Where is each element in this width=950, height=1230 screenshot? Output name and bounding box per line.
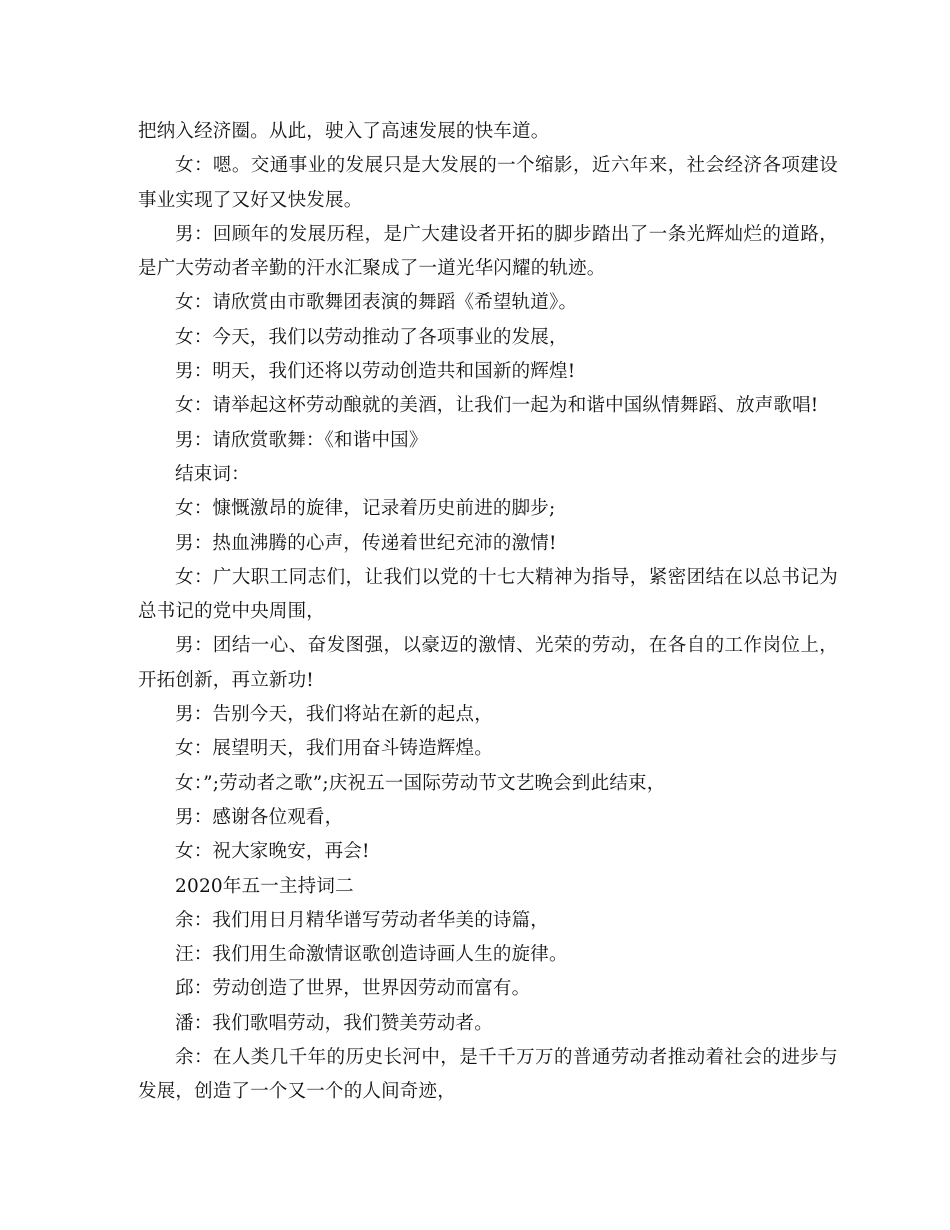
paragraph: 男：团结一心、奋发图强，以豪迈的激情、光荣的劳动，在各自的工作岗位上，开拓创新，再立新功! [138,635,838,691]
paragraph: 汪：我们用生命激情讴歌创造诗画人生的旋律。 [175,944,568,966]
paragraph: 男：明天，我们还将以劳动创造共和国新的辉煌! [175,361,576,383]
paragraph: 女：请欣赏由市歌舞团表演的舞蹈《希望轨道》。 [175,292,578,314]
paragraph: 女：嗯。交通事业的发展只是大发展的一个缩影，近六年来，社会经济各项建设事业实现了又好又快发展。 [138,155,838,211]
paragraph: 男：告别今天，我们将站在新的起点， [175,704,493,726]
paragraph: 男：热血沸腾的心声，传递着世纪充沛的激情! [175,532,557,554]
paragraph: 把纳入经济圈。从此，驶入了高速发展的快车道。 [138,121,550,142]
paragraph: 女：慷慨激昂的旋律，记录着历史前进的脚步; [175,498,556,520]
paragraph: 余：在人类几千年的历史长河中，是千千万万的普通劳动者推动着社会的进步与发展，创造了一个又一个的人间奇迹， [138,1047,838,1103]
section-heading: 2020年五一主持词二 [175,875,354,897]
paragraph: 潘：我们歌唱劳动，我们赞美劳动者。 [175,1012,493,1034]
paragraph: 女：祝大家晚安，再会! [175,841,370,863]
section-heading: 结束词： [175,463,250,485]
paragraph: 余：我们用日月精华谱写劳动者华美的诗篇， [175,909,550,931]
paragraph: 男：请欣赏歌舞：《和谐中国》 [175,429,428,451]
paragraph: 女：广大职工同志们，让我们以党的十七大精神为指导，紧密团结在以总书记为总书记的党中央周围， [138,566,838,623]
paragraph: 男：回顾年的发展历程，是广大建设者开拓的脚步踏出了一条光辉灿烂的道路，是广大劳动者辛勤的汗水汇聚成了一道光华闪耀的轨迹。 [138,223,838,280]
paragraph: 女：展望明天，我们用奋斗铸造辉煌。 [175,738,493,760]
paragraph: 男：感谢各位观看， [175,806,344,828]
document-body [138,115,838,1110]
paragraph: 邱：劳动创造了世界，世界因劳动而富有。 [175,978,531,1000]
paragraph: 女：”;劳动者之歌”;庆祝五一国际劳动节文艺晚会到此结束， [175,772,666,794]
paragraph: 女：请举起这杯劳动酿就的美酒，让我们一起为和谐中国纵情舞蹈、放声歌唱! [175,395,819,417]
paragraph: 女：今天，我们以劳动推动了各项事业的发展， [175,326,568,348]
